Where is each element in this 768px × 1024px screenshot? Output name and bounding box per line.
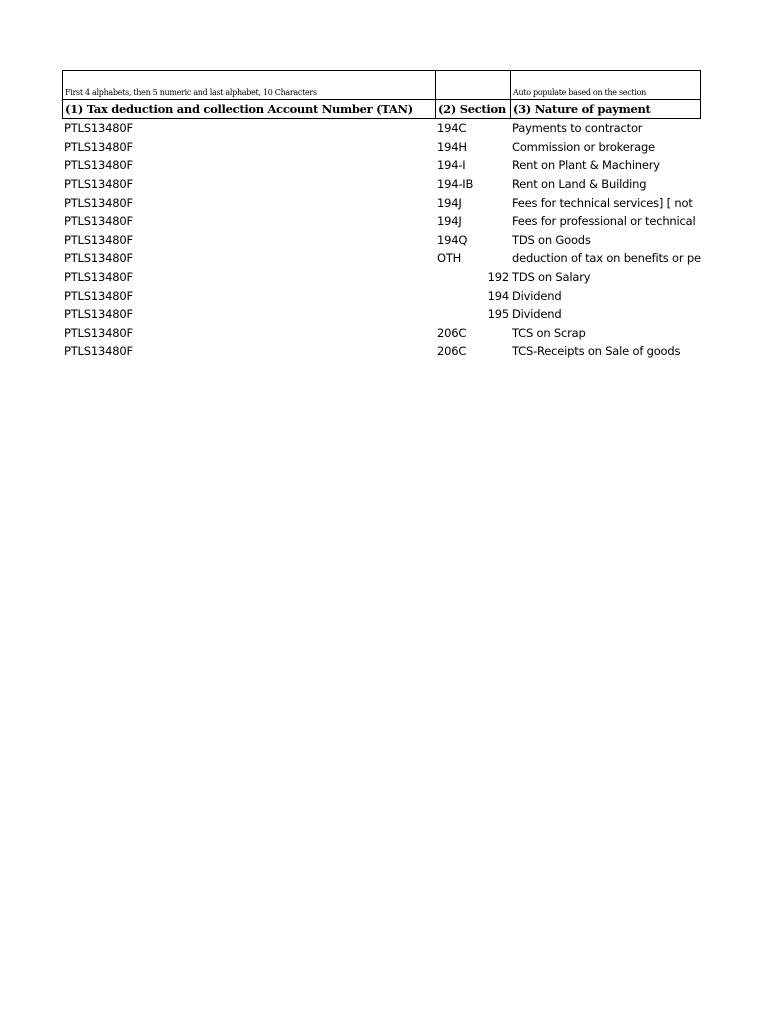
section-cell[interactable]: 194J: [437, 195, 462, 210]
section-cell[interactable]: 194Q: [437, 232, 468, 247]
table-row: [62, 175, 701, 194]
tan-cell[interactable]: PTLS13480F: [64, 325, 133, 340]
section-cell[interactable]: 194H: [437, 139, 467, 154]
nature-cell[interactable]: TDS on Goods: [512, 232, 591, 247]
nature-cell[interactable]: TDS on Salary: [512, 270, 591, 285]
tan-cell[interactable]: PTLS13480F: [64, 158, 133, 173]
table-row: [62, 231, 701, 250]
tan-cell[interactable]: PTLS13480F: [64, 139, 133, 154]
note-row: [62, 70, 701, 99]
nature-cell[interactable]: Fees for technical services] [ not: [512, 195, 693, 210]
section-cell[interactable]: 206C: [437, 325, 467, 340]
note-section-cell[interactable]: [435, 70, 510, 99]
nature-cell[interactable]: deduction of tax on benefits or pe: [512, 251, 701, 266]
note-nature-cell[interactable]: Auto populate based on the section: [510, 70, 701, 99]
tan-cell[interactable]: PTLS13480F: [64, 177, 133, 192]
data-rows: [62, 119, 701, 361]
nature-cell[interactable]: Dividend: [512, 288, 562, 303]
section-cell[interactable]: 194-I: [437, 158, 466, 173]
nature-cell[interactable]: TCS-Receipts on Sale of goods: [512, 344, 681, 359]
table-row: [62, 305, 701, 324]
section-cell[interactable]: OTH: [437, 251, 462, 266]
table-row: [62, 268, 701, 287]
tan-cell[interactable]: PTLS13480F: [64, 251, 133, 266]
header-row: [62, 99, 701, 119]
table-row: [62, 138, 701, 157]
header-nature[interactable]: (3) Nature of payment: [510, 99, 701, 119]
tan-cell[interactable]: PTLS13480F: [64, 307, 133, 322]
tan-cell[interactable]: PTLS13480F: [64, 232, 133, 247]
nature-cell[interactable]: Rent on Land & Building: [512, 177, 647, 192]
section-cell[interactable]: 195: [487, 307, 509, 322]
tan-cell[interactable]: PTLS13480F: [64, 288, 133, 303]
section-cell[interactable]: 194: [487, 288, 509, 303]
table-row: [62, 119, 701, 138]
nature-cell[interactable]: Fees for professional or technical: [512, 214, 696, 229]
table-row: [62, 249, 701, 268]
tan-cell[interactable]: PTLS13480F: [64, 121, 133, 136]
table-row: [62, 212, 701, 231]
header-tan[interactable]: (1) Tax deduction and collection Account Number (TAN): [62, 99, 435, 119]
nature-cell[interactable]: Dividend: [512, 307, 562, 322]
table-row: [62, 324, 701, 343]
section-cell[interactable]: 194-IB: [437, 177, 474, 192]
nature-cell[interactable]: Rent on Plant & Machinery: [512, 158, 660, 173]
section-cell[interactable]: 194C: [437, 121, 467, 136]
tan-cell[interactable]: PTLS13480F: [64, 270, 133, 285]
nature-cell[interactable]: TCS on Scrap: [512, 325, 586, 340]
table-row: [62, 286, 701, 305]
section-cell[interactable]: 192: [487, 270, 509, 285]
tan-cell[interactable]: PTLS13480F: [64, 195, 133, 210]
table-row: [62, 193, 701, 212]
table-row: [62, 342, 701, 361]
note-tan-cell[interactable]: First 4 alphabets, then 5 numeric and last alphabet, 10 Characters: [62, 70, 435, 99]
spreadsheet: [62, 70, 701, 361]
table-row: [62, 156, 701, 175]
header-section[interactable]: (2) Section: [435, 99, 510, 119]
tan-cell[interactable]: PTLS13480F: [64, 214, 133, 229]
section-cell[interactable]: 206C: [437, 344, 467, 359]
tan-cell[interactable]: PTLS13480F: [64, 344, 133, 359]
nature-cell[interactable]: Commission or brokerage: [512, 139, 655, 154]
nature-cell[interactable]: Payments to contractor: [512, 121, 643, 136]
section-cell[interactable]: 194J: [437, 214, 462, 229]
